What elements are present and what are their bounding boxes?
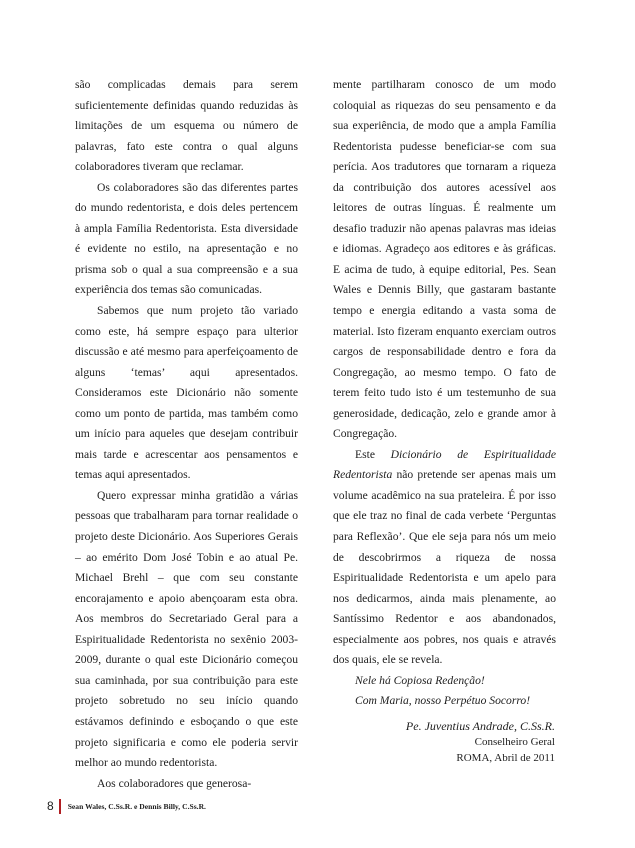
page-number: 8 <box>47 799 54 813</box>
paragraph: Os colaboradores são das diferentes partes do mundo redentorista, e dois deles pertencem à ampla Família Redentorista. Esta diversidade é evidente no estilo, na apresentação e no prisma sob o qual a sua compreensão e a sua experiência dos temas são comunicadas. <box>75 180 298 297</box>
signature-name: Pe. Juventius Andrade, C.Ss.R. <box>405 719 555 733</box>
signature-place-date: ROMA, Abril de 2011 <box>456 751 555 764</box>
motto-line: Nele há Copiosa Redenção! <box>355 673 485 687</box>
footer-divider <box>59 799 61 814</box>
paragraph: são complicadas demais para serem suficientemente definidas quando reduzidas às limitações de um esquema ou número de palavras, fato este contra o qual alguns colaboradores tiveram que reclamar. <box>75 78 298 174</box>
page-footer <box>47 798 206 814</box>
book-title: Dicionário de Espiritualidade Redentorista <box>333 447 556 482</box>
footer-authors: Sean Wales, C.Ss.R. e Dennis Billy, C.Ss.R. <box>67 801 206 811</box>
paragraph: Quero expressar minha gratidão a várias pessoas que trabalharam para tornar realidade o projeto deste Dicionário. Aos Superiores Gerais – ao emérito Dom José Tobin e ao atual Pe. Michael Brehl – que com seu constante encorajamento e apoio abençoaram esta obra. Aos membros do Secretariado Geral para a Espiritualidade Redentorista no sexênio 2003-2009, durante o qual este Dicionário começou sua caminhada, por sua contribuição para este projeto sobretudo no seu início quando estávamos definindo e esboçando o que este projeto significaria e como ele poderia servir melhor ao mundo redentorista. <box>75 488 298 770</box>
signature-block <box>406 717 555 766</box>
paragraph: Sabemos que num projeto tão variado como este, há sempre espaço para ulterior discussão e até mesmo para aperfeiçoamento de alguns ‘temas’ aqui apresentados. Consideramos este Dicionário não somente como um ponto de partida, mas também como um início para aqueles que desejam contribuir mais tarde e acrescentar aos pensamentos e temas aqui apresentados. <box>75 304 298 482</box>
right-column <box>333 75 556 712</box>
left-column <box>75 75 298 794</box>
signature-title: Conselheiro Geral <box>474 736 555 748</box>
paragraph-text: não pretende ser apenas mais um volume acadêmico na sua prateleira. É por isso que ele traz no final de cada verbete ‘Perguntas para Reflexão’. Que ele seja para nós um meio de descobrirmos a riqueza de nossa Espiritualidade Redentorista e um apelo para nos dedicarmos, ainda mais plenamente, ao Santíssimo Redentor e aos abandonados, especialmente aos pobres, nos quais e através dos quais, ele se revela. <box>333 468 556 667</box>
paragraph: mente partilharam conosco de um modo coloquial as riquezas do seu pensamento e da sua experiência, de modo que a ampla Família Redentorista pudesse beneficiar-se com sua perícia. Aos tradutores que tornaram a riqueza da contribuição dos autores acessível aos leitores de outras línguas. É realmente um desafio traduzir não apenas palavras mas ideias e idiomas. Agradeço aos editores e às gráficas. E acima de tudo, à equipe editorial, Pes. Sean Wales e Dennis Billy, que gastaram bastante tempo e energia editando a vasta soma de material. Isto fizeram enquanto exerciam outros cargos de responsabilidade dentro e fora da Congregação, ao mesmo tempo. O fato de terem feito tudo isto é um testemunho de sua generosidade, dedicação, zelo e grande amor à Congregação. <box>333 78 556 441</box>
paragraph <box>333 445 556 671</box>
motto-line: Com Maria, nosso Perpétuo Socorro! <box>355 694 531 708</box>
paragraph-text: Este <box>355 447 391 461</box>
paragraph: Aos colaboradores que generosa- <box>97 776 252 790</box>
